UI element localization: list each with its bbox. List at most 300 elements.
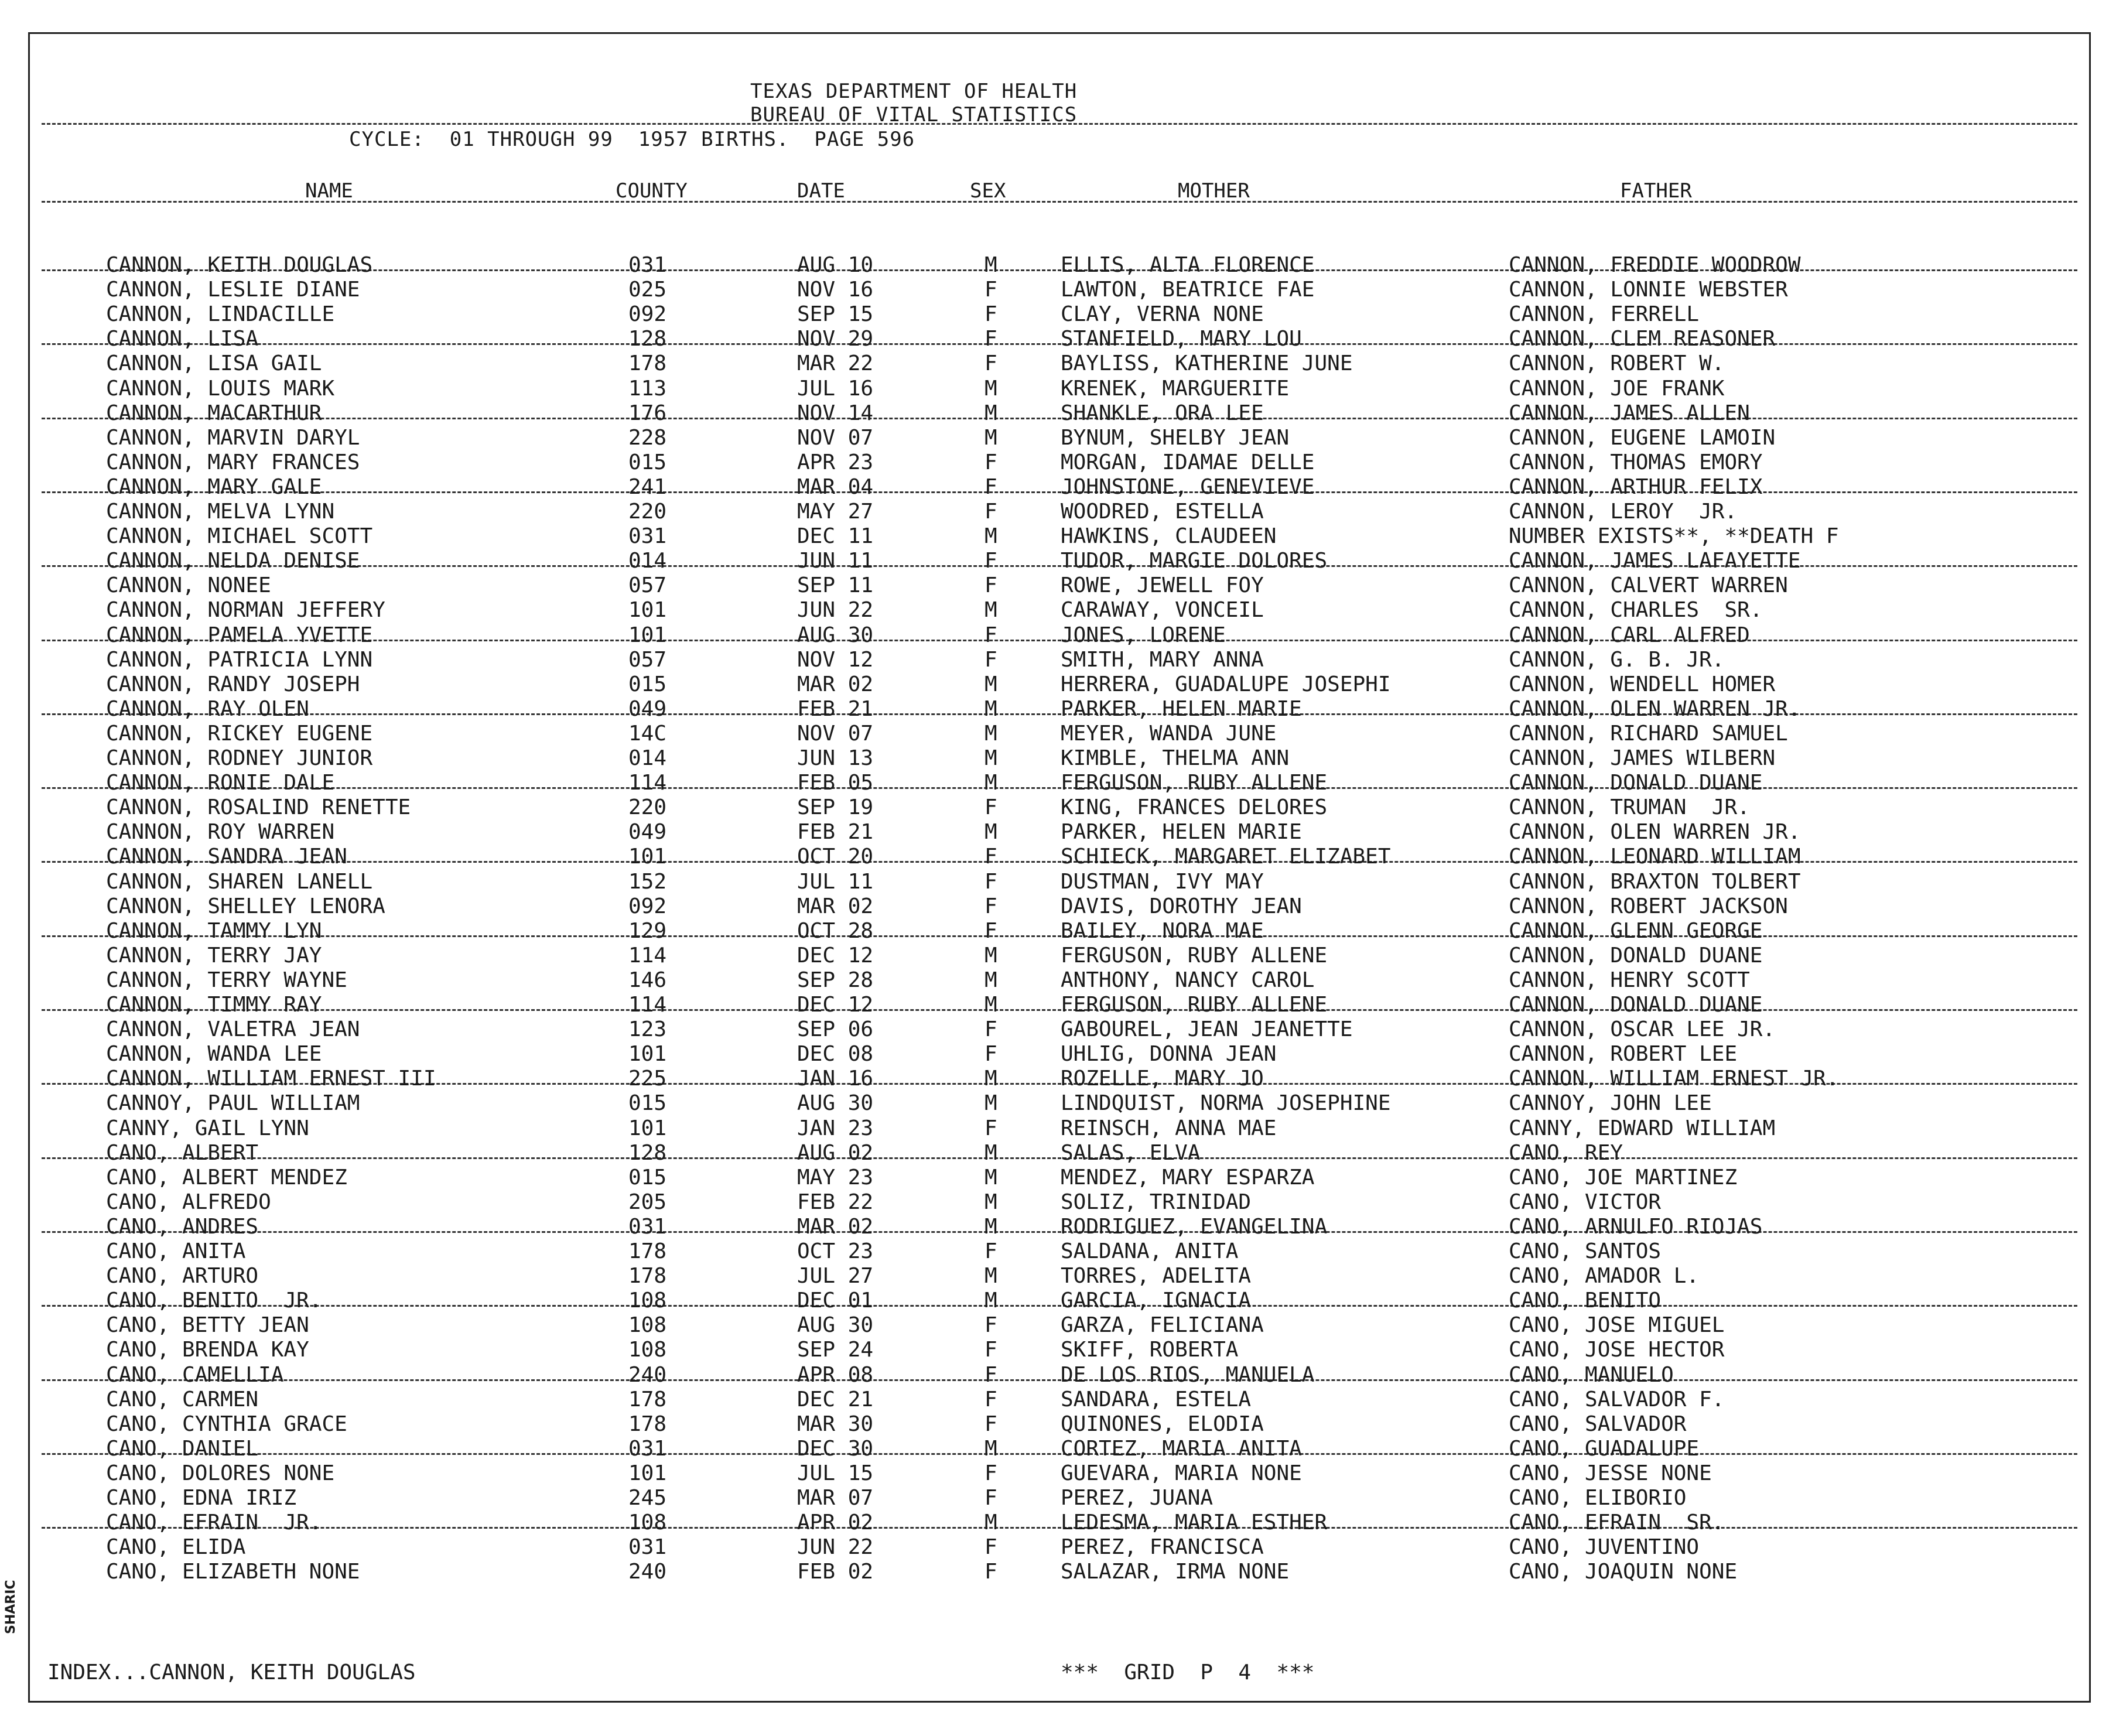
cell-mother: SKIFF, ROBERTA bbox=[1061, 1338, 1239, 1362]
column-header-name: NAME bbox=[305, 179, 353, 203]
cell-date: AUG 30 bbox=[797, 1313, 874, 1338]
table-row bbox=[30, 1461, 2089, 1486]
cell-name: CANNON, RONIE DALE bbox=[106, 771, 335, 795]
cell-father: CANNON, LONNIE WEBSTER bbox=[1509, 278, 1788, 302]
cell-county: 205 bbox=[628, 1190, 667, 1214]
cell-mother: GARZA, FELICIANA bbox=[1061, 1313, 1264, 1338]
table-row bbox=[30, 253, 2089, 278]
cell-mother: UHLIG, DONNA JEAN bbox=[1061, 1042, 1277, 1067]
cell-county: 101 bbox=[628, 623, 667, 647]
cell-sex: M bbox=[984, 1436, 997, 1461]
cell-sex: F bbox=[984, 450, 997, 474]
cell-name: CANO, ELIZABETH NONE bbox=[106, 1560, 360, 1584]
cell-sex: F bbox=[984, 1042, 997, 1067]
cell-sex: F bbox=[984, 1461, 997, 1485]
table-row bbox=[30, 672, 2089, 697]
cell-date: JUN 22 bbox=[797, 598, 874, 623]
cell-father: CANO, SANTOS bbox=[1509, 1239, 1662, 1263]
cell-sex: F bbox=[984, 549, 997, 573]
cell-date: DEC 12 bbox=[797, 993, 874, 1017]
cell-date: SEP 24 bbox=[797, 1338, 874, 1362]
cell-sex: F bbox=[984, 1486, 997, 1510]
cell-name: CANO, DOLORES NONE bbox=[106, 1461, 335, 1485]
cell-name: CANO, ARTURO bbox=[106, 1264, 259, 1289]
cell-sex: M bbox=[984, 696, 997, 721]
cell-mother: ANTHONY, NANCY CAROL bbox=[1061, 968, 1315, 992]
table-row bbox=[30, 1511, 2089, 1535]
cell-sex: M bbox=[984, 376, 997, 401]
cell-date: MAR 22 bbox=[797, 351, 874, 376]
cell-county: 178 bbox=[628, 1412, 667, 1436]
cell-county: 031 bbox=[628, 1436, 667, 1461]
cell-name: CANNON, TERRY JAY bbox=[106, 943, 322, 968]
cell-county: 101 bbox=[628, 1042, 667, 1067]
header-line-1: TEXAS DEPARTMENT OF HEALTH bbox=[750, 80, 1078, 103]
table-row bbox=[30, 820, 2089, 845]
cell-date: NOV 07 bbox=[797, 425, 874, 450]
cell-mother: SALDANA, ANITA bbox=[1061, 1239, 1239, 1263]
cell-father: CANNON, EUGENE LAMOIN bbox=[1509, 425, 1776, 450]
table-row bbox=[30, 1313, 2089, 1338]
cell-name: CANNON, ROSALIND RENETTE bbox=[106, 795, 411, 820]
table-row bbox=[30, 1091, 2089, 1116]
cell-date: JUL 15 bbox=[797, 1461, 874, 1485]
cell-county: 049 bbox=[628, 696, 667, 721]
table-row bbox=[30, 1437, 2089, 1461]
cell-county: 031 bbox=[628, 253, 667, 277]
column-header-mother: MOTHER bbox=[1178, 179, 1250, 203]
cell-county: 225 bbox=[628, 1067, 667, 1091]
cell-father: CANNON, OLEN WARREN JR. bbox=[1509, 820, 1801, 845]
table-row bbox=[30, 1289, 2089, 1313]
cell-name: CANNON, MICHAEL SCOTT bbox=[106, 524, 373, 549]
column-header-rule bbox=[42, 201, 2077, 203]
cell-father: CANNON, THOMAS EMORY bbox=[1509, 450, 1763, 474]
cell-father: CANNON, JAMES ALLEN bbox=[1509, 401, 1750, 425]
cell-county: 015 bbox=[628, 1165, 667, 1190]
cell-father: CANNON, JAMES WILBERN bbox=[1509, 746, 1776, 770]
cell-sex: F bbox=[984, 1535, 997, 1560]
cell-name: CANNON, TAMMY LYN bbox=[106, 918, 322, 943]
cell-county: 114 bbox=[628, 943, 667, 968]
cell-date: APR 02 bbox=[797, 1511, 874, 1535]
cell-father: CANNY, EDWARD WILLIAM bbox=[1509, 1116, 1776, 1140]
cell-mother: MORGAN, IDAMAE DELLE bbox=[1061, 450, 1315, 474]
cell-sex: F bbox=[984, 623, 997, 647]
row-separator bbox=[42, 1379, 2077, 1381]
cell-name: CANNON, MARY FRANCES bbox=[106, 450, 360, 474]
cell-sex: F bbox=[984, 918, 997, 943]
table-row bbox=[30, 351, 2089, 376]
cell-county: 101 bbox=[628, 1116, 667, 1140]
cell-father: CANNON, CARL ALFRED bbox=[1509, 623, 1750, 647]
cell-county: 031 bbox=[628, 1535, 667, 1560]
cell-name: CANNON, RICKEY EUGENE bbox=[106, 721, 373, 746]
cell-name: CANNON, PAMELA YVETTE bbox=[106, 623, 373, 647]
cell-sex: F bbox=[984, 1116, 997, 1140]
cell-mother: BAILEY, NORA MAE bbox=[1061, 918, 1264, 943]
cell-date: FEB 21 bbox=[797, 696, 874, 721]
cell-father: CANNON, TRUMAN JR. bbox=[1509, 795, 1750, 820]
cell-county: 057 bbox=[628, 647, 667, 672]
cell-name: CANNON, LINDACILLE bbox=[106, 302, 335, 327]
cell-name: CANO, ALBERT MENDEZ bbox=[106, 1165, 347, 1190]
cell-county: 101 bbox=[628, 845, 667, 869]
cell-date: NOV 07 bbox=[797, 721, 874, 746]
cell-father: CANO, BENITO bbox=[1509, 1289, 1662, 1313]
row-separator bbox=[42, 418, 2077, 419]
cell-mother: GUEVARA, MARIA NONE bbox=[1061, 1461, 1302, 1485]
cell-father: CANO, JUVENTINO bbox=[1509, 1535, 1700, 1560]
cell-father: CANNON, HENRY SCOTT bbox=[1509, 968, 1750, 992]
cell-date: AUG 10 bbox=[797, 253, 874, 277]
cell-sex: F bbox=[984, 1239, 997, 1263]
cell-county: 014 bbox=[628, 746, 667, 770]
cell-county: 057 bbox=[628, 573, 667, 598]
cell-sex: F bbox=[984, 795, 997, 820]
cell-father: CANO, JESSE NONE bbox=[1509, 1461, 1712, 1485]
cell-date: SEP 06 bbox=[797, 1017, 874, 1042]
table-row bbox=[30, 919, 2089, 944]
table-row bbox=[30, 1535, 2089, 1560]
cell-father: CANNON, DONALD DUANE bbox=[1509, 771, 1763, 795]
cell-name: CANO, BETTY JEAN bbox=[106, 1313, 309, 1338]
grid-footer: *** GRID P 4 *** bbox=[1061, 1660, 1315, 1684]
cell-sex: F bbox=[984, 647, 997, 672]
cell-mother: GABOUREL, JEAN JEANETTE bbox=[1061, 1017, 1353, 1042]
cell-sex: F bbox=[984, 327, 997, 351]
table-row bbox=[30, 1042, 2089, 1067]
cell-father: CANO, JOSE MIGUEL bbox=[1509, 1313, 1725, 1338]
cell-county: 113 bbox=[628, 376, 667, 401]
table-row bbox=[30, 1166, 2089, 1190]
cell-date: JUN 13 bbox=[797, 746, 874, 770]
cell-date: JUL 27 bbox=[797, 1264, 874, 1289]
table-row bbox=[30, 623, 2089, 648]
cell-date: JAN 16 bbox=[797, 1067, 874, 1091]
cell-date: MAR 04 bbox=[797, 474, 874, 499]
cell-mother: BAYLISS, KATHERINE JUNE bbox=[1061, 351, 1353, 376]
cell-sex: M bbox=[984, 993, 997, 1017]
table-row bbox=[30, 968, 2089, 993]
cell-name: CANO, ANDRES bbox=[106, 1214, 259, 1239]
cell-father: CANNON, FREDDIE WOODROW bbox=[1509, 253, 1801, 277]
cell-name: CANO, EDNA IRIZ bbox=[106, 1486, 297, 1510]
cell-date: JAN 23 bbox=[797, 1116, 874, 1140]
cell-father: CANO, EFRAIN SR. bbox=[1509, 1511, 1725, 1535]
cell-mother: CARAWAY, VONCEIL bbox=[1061, 598, 1264, 623]
cell-name: CANO, CYNTHIA GRACE bbox=[106, 1412, 347, 1436]
cell-county: 031 bbox=[628, 524, 667, 549]
cell-name: CANO, CAMELLIA bbox=[106, 1362, 284, 1387]
cell-county: 178 bbox=[628, 1387, 667, 1412]
cell-mother: TUDOR, MARGIE DOLORES bbox=[1061, 549, 1328, 573]
table-row bbox=[30, 549, 2089, 573]
cell-county: 114 bbox=[628, 771, 667, 795]
cell-father: CANNON, G. B. JR. bbox=[1509, 647, 1725, 672]
cell-sex: F bbox=[984, 845, 997, 869]
cell-county: 146 bbox=[628, 968, 667, 992]
cell-father: CANNON, LEROY JR. bbox=[1509, 500, 1738, 524]
cell-county: 152 bbox=[628, 869, 667, 894]
cell-mother: SALAS, ELVA bbox=[1061, 1140, 1201, 1165]
cell-mother: PARKER, HELEN MARIE bbox=[1061, 820, 1302, 845]
cell-county: 123 bbox=[628, 1017, 667, 1042]
cell-date: MAR 02 bbox=[797, 894, 874, 918]
cell-name: CANO, ELIDA bbox=[106, 1535, 246, 1560]
table-row bbox=[30, 1190, 2089, 1215]
column-header-sex: SEX bbox=[970, 179, 1006, 203]
cell-father: CANNON, ARTHUR FELIX bbox=[1509, 474, 1763, 499]
cell-name: CANNON, MARVIN DARYL bbox=[106, 425, 360, 450]
cell-name: CANNON, LOUIS MARK bbox=[106, 376, 335, 401]
cell-date: JUL 16 bbox=[797, 376, 874, 401]
cell-mother: BYNUM, SHELBY JEAN bbox=[1061, 425, 1290, 450]
table-row bbox=[30, 1116, 2089, 1141]
cell-date: NOV 14 bbox=[797, 401, 874, 425]
cell-father: CANNON, DONALD DUANE bbox=[1509, 993, 1763, 1017]
cell-date: SEP 11 bbox=[797, 573, 874, 598]
cell-name: CANNON, NELDA DENISE bbox=[106, 549, 360, 573]
cell-date: SEP 19 bbox=[797, 795, 874, 820]
cell-name: CANNON, SHAREN LANELL bbox=[106, 869, 373, 894]
row-separator bbox=[42, 787, 2077, 789]
cell-father: CANNON, BRAXTON TOLBERT bbox=[1509, 869, 1801, 894]
cell-county: 228 bbox=[628, 425, 667, 450]
cell-mother: FERGUSON, RUBY ALLENE bbox=[1061, 771, 1328, 795]
table-row bbox=[30, 1412, 2089, 1437]
cell-name: CANNON, VALETRA JEAN bbox=[106, 1017, 360, 1042]
table-row bbox=[30, 1017, 2089, 1042]
cell-date: SEP 28 bbox=[797, 968, 874, 992]
cell-father: CANNON, JAMES LAFAYETTE bbox=[1509, 549, 1801, 573]
cell-date: DEC 12 bbox=[797, 943, 874, 968]
table-row bbox=[30, 1141, 2089, 1166]
cell-date: APR 23 bbox=[797, 450, 874, 474]
cell-father: CANNON, ROBERT W. bbox=[1509, 351, 1725, 376]
cell-father: CANNON, ROBERT JACKSON bbox=[1509, 894, 1788, 918]
cell-date: NOV 29 bbox=[797, 327, 874, 351]
cell-mother: WOODRED, ESTELLA bbox=[1061, 500, 1264, 524]
cell-mother: RODRIGUEZ, EVANGELINA bbox=[1061, 1214, 1328, 1239]
cell-father: CANO, MANUELO bbox=[1509, 1362, 1674, 1387]
cell-mother: DE LOS RIOS, MANUELA bbox=[1061, 1362, 1315, 1387]
cell-name: CANNON, RAY OLEN bbox=[106, 696, 309, 721]
cell-name: CANNON, MACARTHUR bbox=[106, 401, 322, 425]
cell-father: CANNON, OSCAR LEE JR. bbox=[1509, 1017, 1776, 1042]
row-separator bbox=[42, 1527, 2077, 1529]
cell-county: 220 bbox=[628, 500, 667, 524]
cell-sex: F bbox=[984, 1313, 997, 1338]
table-row bbox=[30, 746, 2089, 771]
cell-name: CANNOY, PAUL WILLIAM bbox=[106, 1091, 360, 1116]
table-row bbox=[30, 598, 2089, 623]
cell-date: MAR 02 bbox=[797, 672, 874, 696]
cell-name: CANNON, SANDRA JEAN bbox=[106, 845, 347, 869]
cell-sex: M bbox=[984, 1140, 997, 1165]
table-row bbox=[30, 870, 2089, 894]
cell-name: CANNON, LISA bbox=[106, 327, 259, 351]
table-row bbox=[30, 1388, 2089, 1412]
cell-father: CANNON, OLEN WARREN JR. bbox=[1509, 696, 1801, 721]
cell-county: 240 bbox=[628, 1560, 667, 1584]
header-rule bbox=[42, 123, 2077, 125]
printout-page bbox=[28, 32, 2091, 1703]
cell-father: CANNON, CLEM REASONER bbox=[1509, 327, 1776, 351]
cell-sex: F bbox=[984, 869, 997, 894]
cell-county: 241 bbox=[628, 474, 667, 499]
table-row bbox=[30, 377, 2089, 401]
cell-sex: F bbox=[984, 474, 997, 499]
cell-mother: PARKER, HELEN MARIE bbox=[1061, 696, 1302, 721]
row-separator bbox=[42, 1157, 2077, 1159]
cell-mother: HERRERA, GUADALUPE JOSEPHI bbox=[1061, 672, 1391, 696]
cell-date: DEC 01 bbox=[797, 1289, 874, 1313]
cell-mother: JONES, LORENE bbox=[1061, 623, 1226, 647]
table-row bbox=[30, 944, 2089, 968]
cell-father: CANNON, CHARLES SR. bbox=[1509, 598, 1763, 623]
table-row bbox=[30, 1338, 2089, 1362]
cell-mother: LEDESMA, MARIA ESTHER bbox=[1061, 1511, 1328, 1535]
cell-sex: M bbox=[984, 943, 997, 968]
cell-county: 129 bbox=[628, 918, 667, 943]
cell-date: FEB 21 bbox=[797, 820, 874, 845]
cell-county: 178 bbox=[628, 1239, 667, 1263]
cycle-line: CYCLE: 01 THROUGH 99 1957 BIRTHS. PAGE 596 bbox=[349, 128, 915, 151]
table-row bbox=[30, 1486, 2089, 1511]
cell-sex: F bbox=[984, 302, 997, 327]
cell-county: 220 bbox=[628, 795, 667, 820]
cell-sex: M bbox=[984, 253, 997, 277]
cell-name: CANO, ANITA bbox=[106, 1239, 246, 1263]
table-row bbox=[30, 697, 2089, 722]
cell-date: MAR 07 bbox=[797, 1486, 874, 1510]
cell-mother: CLAY, VERNA NONE bbox=[1061, 302, 1264, 327]
cell-name: CANO, CARMEN bbox=[106, 1387, 259, 1412]
table-row bbox=[30, 722, 2089, 746]
cell-name: CANNON, TIMMY RAY bbox=[106, 993, 322, 1017]
cell-name: CANO, DANIEL bbox=[106, 1436, 259, 1461]
index-footer: INDEX...CANNON, KEITH DOUGLAS bbox=[47, 1660, 416, 1684]
cell-sex: F bbox=[984, 573, 997, 598]
cell-mother: SHANKLE, ORA LEE bbox=[1061, 401, 1264, 425]
cell-county: 178 bbox=[628, 351, 667, 376]
cell-sex: M bbox=[984, 1214, 997, 1239]
cell-father: CANO, SALVADOR F. bbox=[1509, 1387, 1725, 1412]
cell-father: CANO, JOSE HECTOR bbox=[1509, 1338, 1725, 1362]
cell-date: NOV 16 bbox=[797, 278, 874, 302]
cell-sex: F bbox=[984, 1017, 997, 1042]
cell-mother: KING, FRANCES DELORES bbox=[1061, 795, 1328, 820]
cell-father: CANO, JOAQUIN NONE bbox=[1509, 1560, 1738, 1584]
cell-name: CANO, ALBERT bbox=[106, 1140, 259, 1165]
cell-mother: KIMBLE, THELMA ANN bbox=[1061, 746, 1290, 770]
cell-mother: QUINONES, ELODIA bbox=[1061, 1412, 1264, 1436]
cell-date: DEC 30 bbox=[797, 1436, 874, 1461]
cell-date: MAR 02 bbox=[797, 1214, 874, 1239]
table-row bbox=[30, 1363, 2089, 1388]
cell-father: CANO, GUADALUPE bbox=[1509, 1436, 1700, 1461]
cell-county: 108 bbox=[628, 1313, 667, 1338]
cell-mother: LAWTON, BEATRICE FAE bbox=[1061, 278, 1315, 302]
cell-sex: M bbox=[984, 524, 997, 549]
row-separator bbox=[42, 1009, 2077, 1011]
cell-mother: HAWKINS, CLAUDEEN bbox=[1061, 524, 1277, 549]
side-label: SHARIC bbox=[4, 1580, 18, 1634]
cell-date: DEC 21 bbox=[797, 1387, 874, 1412]
cell-county: 092 bbox=[628, 302, 667, 327]
cell-father: CANNON, CALVERT WARREN bbox=[1509, 573, 1788, 598]
cell-date: NOV 12 bbox=[797, 647, 874, 672]
cell-date: OCT 23 bbox=[797, 1239, 874, 1263]
cell-date: SEP 15 bbox=[797, 302, 874, 327]
table-row bbox=[30, 327, 2089, 351]
cell-county: 245 bbox=[628, 1486, 667, 1510]
cell-county: 178 bbox=[628, 1264, 667, 1289]
cell-county: 128 bbox=[628, 327, 667, 351]
table-row bbox=[30, 450, 2089, 475]
table-row bbox=[30, 1264, 2089, 1289]
cell-sex: F bbox=[984, 1412, 997, 1436]
cell-county: 015 bbox=[628, 672, 667, 696]
cell-name: CANO, BRENDA KAY bbox=[106, 1338, 309, 1362]
cell-name: CANNON, ROY WARREN bbox=[106, 820, 335, 845]
cell-county: 015 bbox=[628, 450, 667, 474]
cell-sex: M bbox=[984, 746, 997, 770]
cell-mother: ELLIS, ALTA FLORENCE bbox=[1061, 253, 1315, 277]
cell-father: CANNON, ROBERT LEE bbox=[1509, 1042, 1738, 1067]
cell-county: 101 bbox=[628, 598, 667, 623]
cell-date: FEB 05 bbox=[797, 771, 874, 795]
cell-sex: M bbox=[984, 1289, 997, 1313]
cell-sex: M bbox=[984, 1091, 997, 1116]
cell-mother: SMITH, MARY ANNA bbox=[1061, 647, 1264, 672]
cell-date: JUL 11 bbox=[797, 869, 874, 894]
cell-name: CANNON, NONEE bbox=[106, 573, 271, 598]
cell-father: CANNOY, JOHN LEE bbox=[1509, 1091, 1712, 1116]
cell-name: CANNON, SHELLEY LENORA bbox=[106, 894, 385, 918]
cell-father: CANNON, FERRELL bbox=[1509, 302, 1700, 327]
cell-date: DEC 11 bbox=[797, 524, 874, 549]
cell-sex: M bbox=[984, 672, 997, 696]
cell-sex: M bbox=[984, 721, 997, 746]
cell-mother: PEREZ, JUANA bbox=[1061, 1486, 1213, 1510]
cell-name: CANNON, WILLIAM ERNEST III bbox=[106, 1067, 436, 1091]
cell-name: CANNON, MELVA LYNN bbox=[106, 500, 335, 524]
table-row bbox=[30, 795, 2089, 820]
column-header-county: COUNTY bbox=[616, 179, 688, 203]
cell-county: 128 bbox=[628, 1140, 667, 1165]
cell-county: 114 bbox=[628, 993, 667, 1017]
cell-mother: CORTEZ, MARIA ANITA bbox=[1061, 1436, 1302, 1461]
cell-name: CANNON, MARY GALE bbox=[106, 474, 322, 499]
cell-father: CANO, REY bbox=[1509, 1140, 1623, 1165]
table-row bbox=[30, 894, 2089, 919]
table-row bbox=[30, 401, 2089, 426]
cell-sex: M bbox=[984, 771, 997, 795]
cell-county: 031 bbox=[628, 1214, 667, 1239]
cell-date: AUG 30 bbox=[797, 1091, 874, 1116]
cell-sex: F bbox=[984, 894, 997, 918]
cell-date: MAY 27 bbox=[797, 500, 874, 524]
row-separator bbox=[42, 1231, 2077, 1233]
cell-mother: DUSTMAN, IVY MAY bbox=[1061, 869, 1264, 894]
cell-county: 108 bbox=[628, 1338, 667, 1362]
cell-county: 108 bbox=[628, 1289, 667, 1313]
table-row bbox=[30, 771, 2089, 795]
cell-mother: ROWE, JEWELL FOY bbox=[1061, 573, 1264, 598]
cell-mother: MEYER, WANDA JUNE bbox=[1061, 721, 1277, 746]
